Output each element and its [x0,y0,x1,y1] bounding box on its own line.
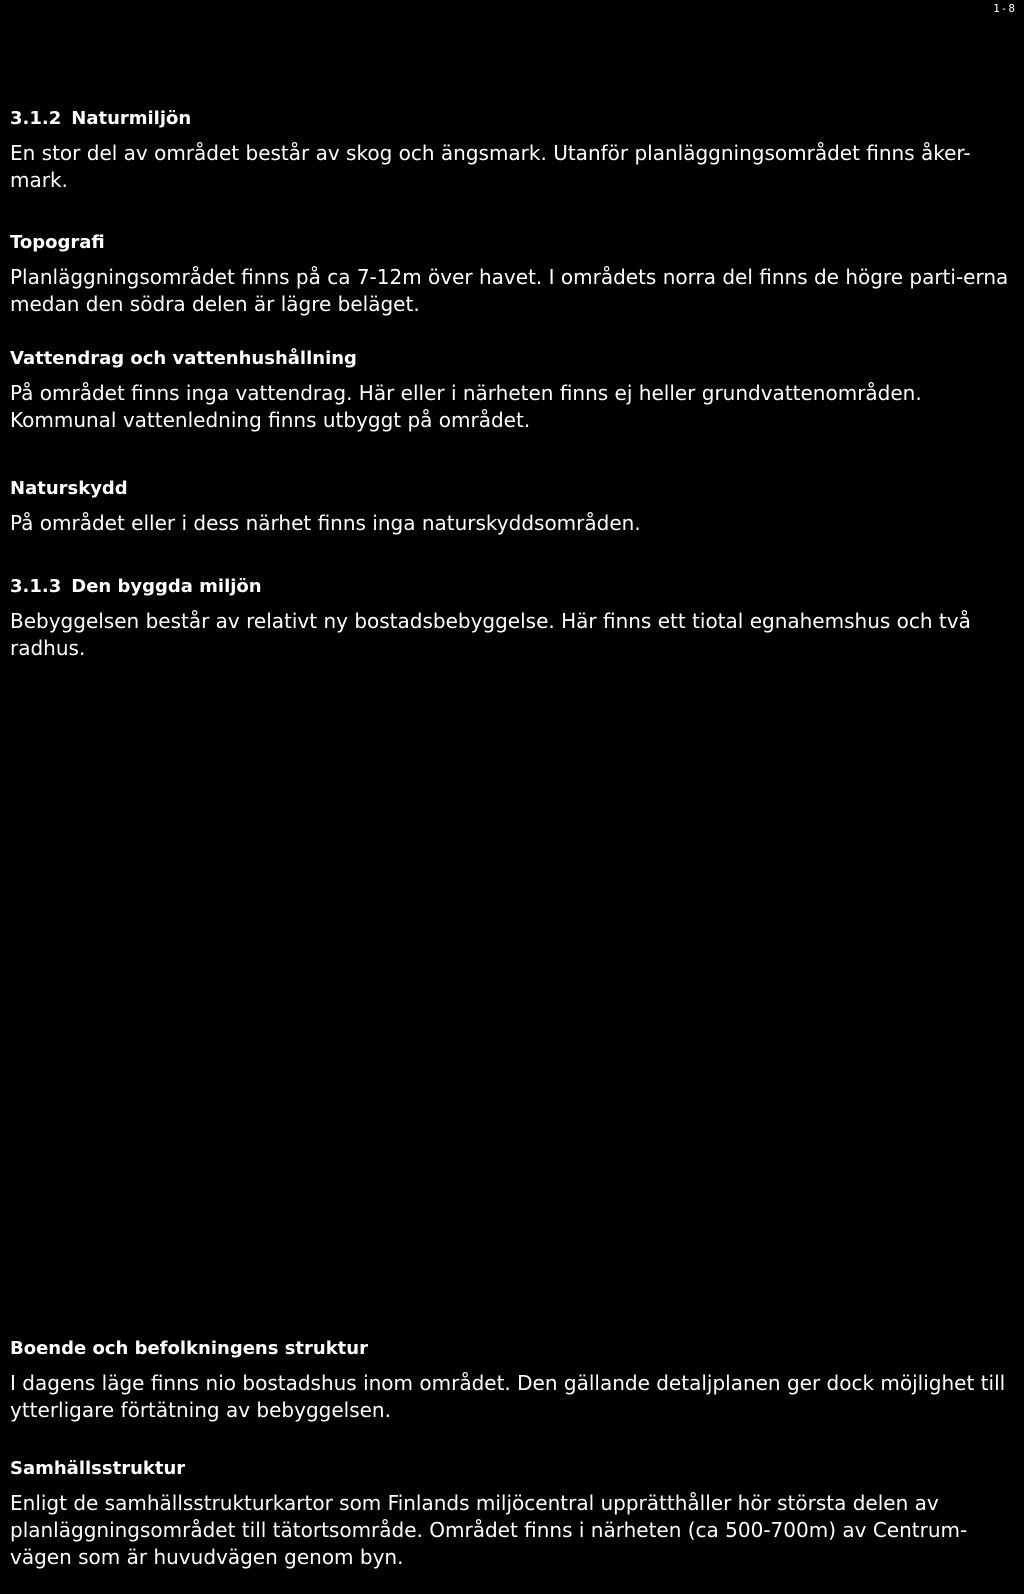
subsection-body: I dagens läge finns nio bostadshus inom området. Den gällande detaljplanen ger dock möjlighet till ytterligare förtätning av bebyggelsen. [10,1371,1006,1422]
section-samhallsstruktur [10,1456,1010,1571]
section-boende [10,1336,1010,1424]
section-title: Den byggda miljön [71,576,262,597]
subsection-title: Vattendrag och vattenhushållning [10,348,357,369]
subsection-body: Enligt de samhällsstrukturkartor som Finlands miljöcentral upprätthåller hör största delen av planläggningsområdet till tätortsområde. Området finns i närheten (ca 500-700m) av Centrum-vägen som är huvudvägen genom byn. [10,1491,968,1569]
section-body: En stor del av området består av skog och ängsmark. Utanför planläggningsområdet finns åker-mark. [10,141,971,192]
subsection-title: Samhällsstruktur [10,1458,186,1479]
subsection-body: På området finns inga vattendrag. Här eller i närheten finns ej heller grundvattenområden. Kommunal vattenledning finns utbyggt på området. [10,381,922,432]
section-topografi [10,230,1010,318]
section-body: Bebyggelsen består av relativt ny bostadsbebyggelse. Här finns ett tiotal egnahemshus och två radhus. [10,609,971,660]
subsection-title: Topografi [10,232,105,253]
subsection-body: Planläggningsområdet finns på ca 7-12m över havet. I områdets norra del finns de högre parti-erna medan den södra delen är lägre beläget. [10,265,1009,316]
subsection-body: På området eller i dess närhet finns inga naturskyddsområden. [10,511,641,535]
subsection-title: Boende och befolkningens struktur [10,1338,368,1359]
section-number: 3.1.3 [10,576,62,597]
section-naturmiljon [10,106,1010,194]
section-number: 3.1.2 [10,108,62,129]
section-naturskydd [10,476,1010,537]
page-number: 1-8 [993,2,1016,15]
section-heading [10,106,1010,132]
section-vattendrag [10,346,1010,434]
section-byggda-miljon [10,574,1010,662]
subsection-title: Naturskydd [10,478,128,499]
section-heading [10,574,1010,600]
section-title: Naturmiljön [71,108,192,129]
